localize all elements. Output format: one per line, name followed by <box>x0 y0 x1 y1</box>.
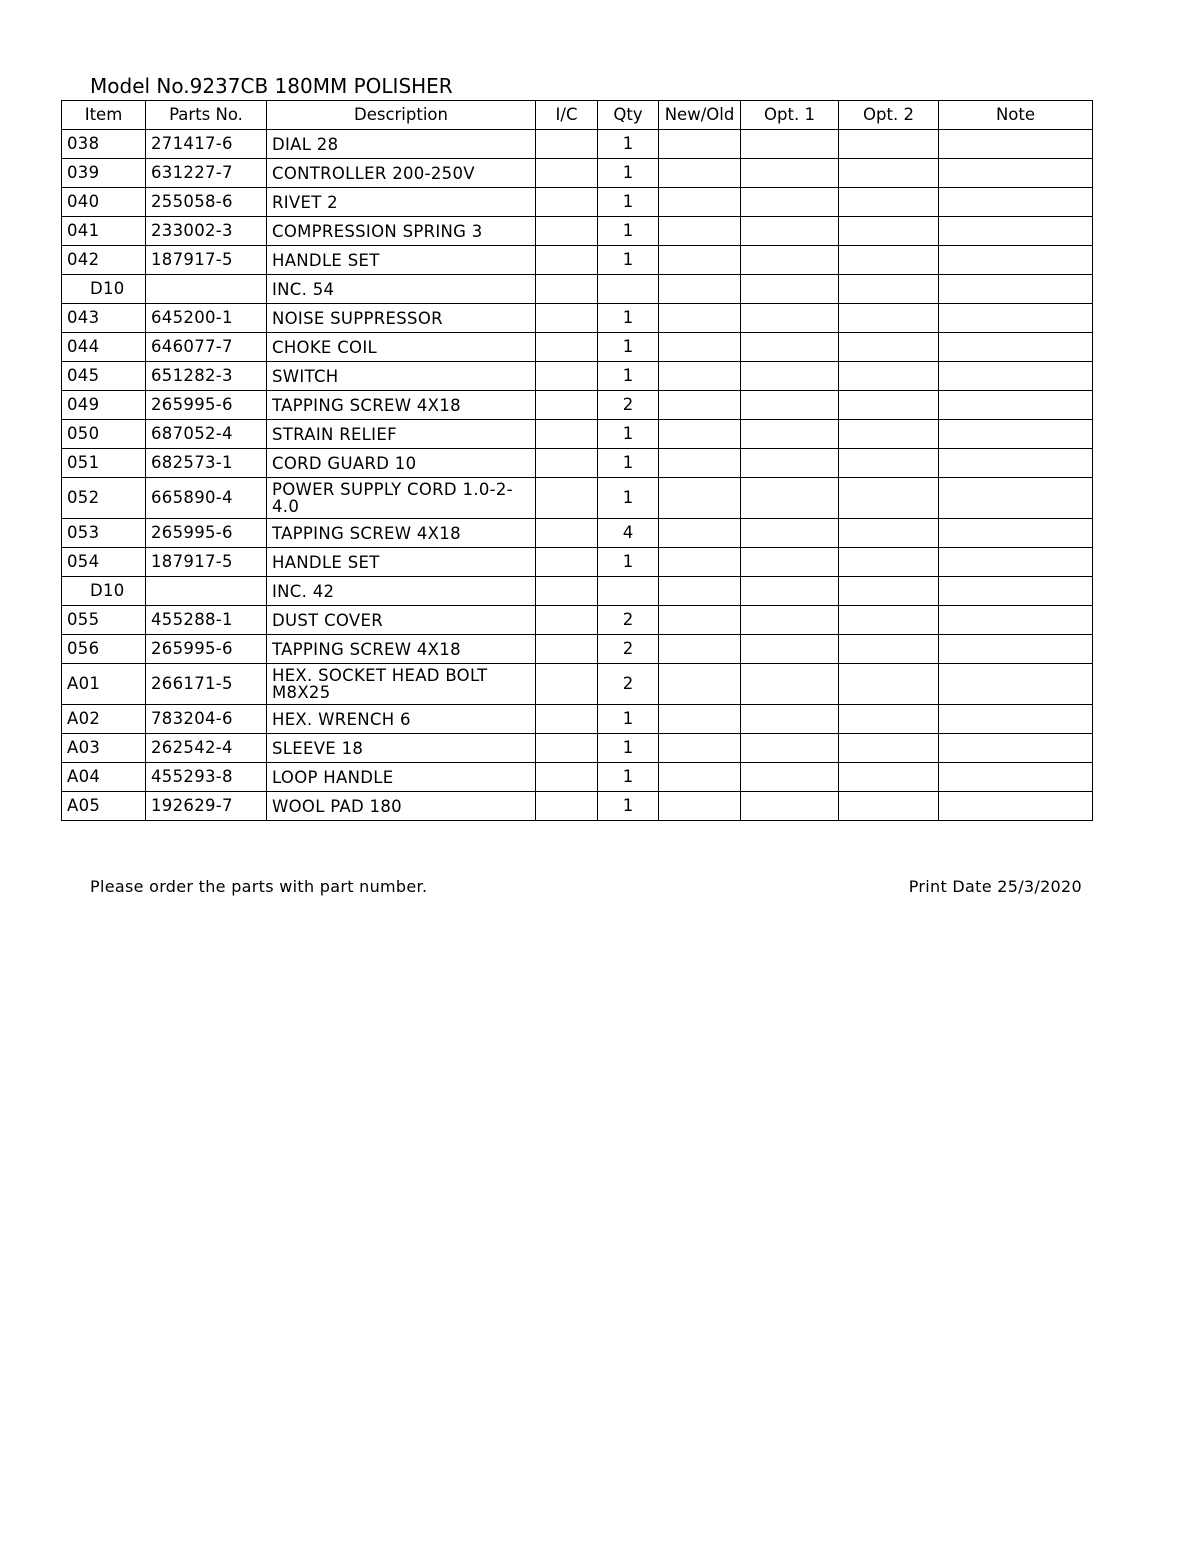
cell-opt-2 <box>839 333 939 362</box>
cell-description: SWITCH <box>267 362 536 391</box>
cell-opt-2 <box>839 577 939 606</box>
column-header-qty: Qty <box>598 101 659 130</box>
cell-note <box>939 188 1093 217</box>
cell-description: TAPPING SCREW 4X18 <box>267 635 536 664</box>
cell-new-old <box>659 362 741 391</box>
cell-opt-1 <box>741 664 839 705</box>
cell-parts-no: 687052-4 <box>146 420 267 449</box>
cell-item: 053 <box>62 519 146 548</box>
cell-new-old <box>659 635 741 664</box>
table-row <box>62 792 1093 821</box>
cell-note <box>939 664 1093 705</box>
cell-description: CORD GUARD 10 <box>267 449 536 478</box>
cell-opt-2 <box>839 792 939 821</box>
cell-ic <box>536 333 598 362</box>
cell-qty: 1 <box>598 333 659 362</box>
cell-opt-2 <box>839 763 939 792</box>
cell-new-old <box>659 159 741 188</box>
cell-opt-2 <box>839 246 939 275</box>
cell-item: 051 <box>62 449 146 478</box>
table-row <box>62 664 1093 705</box>
cell-parts-no: 187917-5 <box>146 246 267 275</box>
cell-item: A05 <box>62 792 146 821</box>
cell-item: 056 <box>62 635 146 664</box>
cell-new-old <box>659 246 741 275</box>
cell-note <box>939 606 1093 635</box>
cell-note <box>939 362 1093 391</box>
cell-parts-no: 455293-8 <box>146 763 267 792</box>
cell-parts-no: 682573-1 <box>146 449 267 478</box>
cell-opt-2 <box>839 362 939 391</box>
cell-new-old <box>659 130 741 159</box>
cell-opt-1 <box>741 362 839 391</box>
cell-ic <box>536 606 598 635</box>
cell-opt-1 <box>741 734 839 763</box>
cell-note <box>939 577 1093 606</box>
cell-parts-no: 265995-6 <box>146 635 267 664</box>
column-header-new-old: New/Old <box>659 101 741 130</box>
cell-opt-2 <box>839 519 939 548</box>
cell-note <box>939 275 1093 304</box>
table-row <box>62 333 1093 362</box>
cell-opt-1 <box>741 130 839 159</box>
cell-note <box>939 763 1093 792</box>
cell-description: DUST COVER <box>267 606 536 635</box>
cell-ic <box>536 159 598 188</box>
cell-new-old <box>659 705 741 734</box>
cell-new-old <box>659 333 741 362</box>
cell-qty: 1 <box>598 478 659 519</box>
cell-ic <box>536 577 598 606</box>
cell-item: D10 <box>62 577 146 606</box>
cell-ic <box>536 519 598 548</box>
cell-opt-1 <box>741 333 839 362</box>
cell-new-old <box>659 763 741 792</box>
cell-opt-2 <box>839 420 939 449</box>
cell-qty <box>598 275 659 304</box>
parts-table-body <box>62 130 1093 821</box>
cell-note <box>939 635 1093 664</box>
cell-parts-no: 192629-7 <box>146 792 267 821</box>
cell-opt-2 <box>839 275 939 304</box>
column-header-ic: I/C <box>536 101 598 130</box>
cell-item: A01 <box>62 664 146 705</box>
table-row <box>62 519 1093 548</box>
cell-description: HEX. WRENCH 6 <box>267 705 536 734</box>
cell-opt-2 <box>839 548 939 577</box>
parts-table <box>61 100 1093 821</box>
cell-qty: 1 <box>598 159 659 188</box>
cell-opt-2 <box>839 391 939 420</box>
cell-description: LOOP HANDLE <box>267 763 536 792</box>
cell-new-old <box>659 304 741 333</box>
cell-ic <box>536 217 598 246</box>
cell-parts-no: 187917-5 <box>146 548 267 577</box>
table-row <box>62 577 1093 606</box>
cell-qty: 1 <box>598 763 659 792</box>
cell-ic <box>536 246 598 275</box>
cell-description: HANDLE SET <box>267 246 536 275</box>
cell-new-old <box>659 792 741 821</box>
cell-qty: 1 <box>598 548 659 577</box>
cell-opt-2 <box>839 734 939 763</box>
table-row <box>62 304 1093 333</box>
table-row <box>62 188 1093 217</box>
table-row <box>62 420 1093 449</box>
cell-opt-1 <box>741 159 839 188</box>
cell-item: D10 <box>62 275 146 304</box>
cell-parts-no: 265995-6 <box>146 391 267 420</box>
cell-new-old <box>659 449 741 478</box>
cell-ic <box>536 188 598 217</box>
cell-new-old <box>659 577 741 606</box>
cell-item: 039 <box>62 159 146 188</box>
cell-qty: 2 <box>598 606 659 635</box>
cell-ic <box>536 275 598 304</box>
cell-item: 040 <box>62 188 146 217</box>
table-row <box>62 275 1093 304</box>
cell-opt-2 <box>839 159 939 188</box>
order-note: Please order the parts with part number. <box>90 877 428 896</box>
cell-item: 052 <box>62 478 146 519</box>
table-row <box>62 362 1093 391</box>
cell-qty: 1 <box>598 130 659 159</box>
page-title: Model No.9237CB 180MM POLISHER <box>90 74 453 98</box>
cell-ic <box>536 449 598 478</box>
cell-ic <box>536 548 598 577</box>
table-row <box>62 705 1093 734</box>
cell-parts-no: 665890-4 <box>146 478 267 519</box>
cell-parts-no <box>146 577 267 606</box>
cell-item: 042 <box>62 246 146 275</box>
cell-note <box>939 449 1093 478</box>
cell-description: COMPRESSION SPRING 3 <box>267 217 536 246</box>
cell-qty <box>598 577 659 606</box>
cell-description: STRAIN RELIEF <box>267 420 536 449</box>
cell-opt-2 <box>839 130 939 159</box>
cell-item: 043 <box>62 304 146 333</box>
cell-description: POWER SUPPLY CORD 1.0-2-4.0 <box>267 478 536 519</box>
cell-description: SLEEVE 18 <box>267 734 536 763</box>
cell-description: HANDLE SET <box>267 548 536 577</box>
cell-note <box>939 130 1093 159</box>
cell-parts-no: 255058-6 <box>146 188 267 217</box>
cell-opt-1 <box>741 635 839 664</box>
cell-parts-no: 455288-1 <box>146 606 267 635</box>
cell-item: 045 <box>62 362 146 391</box>
table-row <box>62 159 1093 188</box>
cell-parts-no: 631227-7 <box>146 159 267 188</box>
cell-description: NOISE SUPPRESSOR <box>267 304 536 333</box>
cell-description: DIAL 28 <box>267 130 536 159</box>
cell-qty: 1 <box>598 362 659 391</box>
cell-description: WOOL PAD 180 <box>267 792 536 821</box>
cell-ic <box>536 478 598 519</box>
cell-item: A02 <box>62 705 146 734</box>
cell-new-old <box>659 734 741 763</box>
cell-parts-no <box>146 275 267 304</box>
cell-parts-no: 265995-6 <box>146 519 267 548</box>
cell-item: 054 <box>62 548 146 577</box>
cell-parts-no: 271417-6 <box>146 130 267 159</box>
cell-opt-1 <box>741 606 839 635</box>
table-row <box>62 246 1093 275</box>
cell-new-old <box>659 391 741 420</box>
cell-opt-2 <box>839 635 939 664</box>
cell-item: 038 <box>62 130 146 159</box>
cell-note <box>939 159 1093 188</box>
column-header-note: Note <box>939 101 1093 130</box>
cell-opt-2 <box>839 478 939 519</box>
cell-ic <box>536 664 598 705</box>
cell-opt-2 <box>839 705 939 734</box>
cell-opt-1 <box>741 420 839 449</box>
cell-opt-1 <box>741 519 839 548</box>
cell-new-old <box>659 188 741 217</box>
cell-qty: 1 <box>598 217 659 246</box>
cell-qty: 1 <box>598 792 659 821</box>
cell-new-old <box>659 519 741 548</box>
cell-opt-1 <box>741 188 839 217</box>
table-row <box>62 548 1093 577</box>
cell-note <box>939 217 1093 246</box>
table-header-row <box>62 101 1093 130</box>
cell-new-old <box>659 606 741 635</box>
cell-new-old <box>659 275 741 304</box>
table-row <box>62 130 1093 159</box>
cell-opt-1 <box>741 217 839 246</box>
cell-qty: 1 <box>598 705 659 734</box>
cell-qty: 1 <box>598 420 659 449</box>
table-row <box>62 635 1093 664</box>
cell-opt-1 <box>741 577 839 606</box>
column-header-item: Item <box>62 101 146 130</box>
cell-opt-1 <box>741 792 839 821</box>
cell-note <box>939 246 1093 275</box>
cell-opt-1 <box>741 548 839 577</box>
cell-description: INC. 54 <box>267 275 536 304</box>
cell-parts-no: 266171-5 <box>146 664 267 705</box>
cell-opt-2 <box>839 188 939 217</box>
cell-qty: 1 <box>598 304 659 333</box>
cell-qty: 1 <box>598 449 659 478</box>
cell-note <box>939 548 1093 577</box>
cell-qty: 1 <box>598 188 659 217</box>
cell-ic <box>536 705 598 734</box>
table-row <box>62 478 1093 519</box>
cell-ic <box>536 635 598 664</box>
cell-description: INC. 42 <box>267 577 536 606</box>
cell-note <box>939 391 1093 420</box>
table-row <box>62 763 1093 792</box>
cell-ic <box>536 130 598 159</box>
cell-note <box>939 519 1093 548</box>
cell-note <box>939 333 1093 362</box>
cell-description: CHOKE COIL <box>267 333 536 362</box>
cell-opt-1 <box>741 449 839 478</box>
table-row <box>62 391 1093 420</box>
cell-description: TAPPING SCREW 4X18 <box>267 519 536 548</box>
cell-parts-no: 262542-4 <box>146 734 267 763</box>
cell-qty: 2 <box>598 635 659 664</box>
cell-note <box>939 705 1093 734</box>
cell-item: 049 <box>62 391 146 420</box>
cell-description: CONTROLLER 200-250V <box>267 159 536 188</box>
cell-opt-1 <box>741 478 839 519</box>
cell-note <box>939 478 1093 519</box>
cell-qty: 2 <box>598 664 659 705</box>
cell-new-old <box>659 548 741 577</box>
cell-parts-no: 233002-3 <box>146 217 267 246</box>
column-header-opt-2: Opt. 2 <box>839 101 939 130</box>
cell-opt-2 <box>839 304 939 333</box>
cell-parts-no: 645200-1 <box>146 304 267 333</box>
table-row <box>62 449 1093 478</box>
cell-ic <box>536 734 598 763</box>
cell-parts-no: 783204-6 <box>146 705 267 734</box>
cell-item: 041 <box>62 217 146 246</box>
cell-item: A03 <box>62 734 146 763</box>
cell-parts-no: 651282-3 <box>146 362 267 391</box>
cell-ic <box>536 792 598 821</box>
cell-item: 055 <box>62 606 146 635</box>
cell-ic <box>536 362 598 391</box>
cell-opt-2 <box>839 217 939 246</box>
cell-note <box>939 420 1093 449</box>
cell-ic <box>536 420 598 449</box>
cell-opt-2 <box>839 664 939 705</box>
cell-item: A04 <box>62 763 146 792</box>
column-header-parts-no: Parts No. <box>146 101 267 130</box>
cell-new-old <box>659 420 741 449</box>
cell-opt-2 <box>839 449 939 478</box>
cell-parts-no: 646077-7 <box>146 333 267 362</box>
cell-ic <box>536 391 598 420</box>
cell-opt-1 <box>741 246 839 275</box>
cell-qty: 4 <box>598 519 659 548</box>
cell-opt-1 <box>741 705 839 734</box>
cell-opt-1 <box>741 763 839 792</box>
cell-description: HEX. SOCKET HEAD BOLT M8X25 <box>267 664 536 705</box>
cell-new-old <box>659 664 741 705</box>
cell-note <box>939 734 1093 763</box>
table-row <box>62 606 1093 635</box>
cell-qty: 1 <box>598 734 659 763</box>
cell-note <box>939 792 1093 821</box>
cell-item: 050 <box>62 420 146 449</box>
cell-qty: 2 <box>598 391 659 420</box>
print-date: Print Date 25/3/2020 <box>908 877 1082 896</box>
cell-opt-1 <box>741 391 839 420</box>
cell-description: RIVET 2 <box>267 188 536 217</box>
table-row <box>62 734 1093 763</box>
column-header-opt-1: Opt. 1 <box>741 101 839 130</box>
column-header-description: Description <box>267 101 536 130</box>
cell-new-old <box>659 478 741 519</box>
cell-qty: 1 <box>598 246 659 275</box>
cell-item: 044 <box>62 333 146 362</box>
cell-opt-1 <box>741 275 839 304</box>
cell-note <box>939 304 1093 333</box>
cell-opt-2 <box>839 606 939 635</box>
cell-ic <box>536 763 598 792</box>
cell-opt-1 <box>741 304 839 333</box>
cell-description: TAPPING SCREW 4X18 <box>267 391 536 420</box>
cell-ic <box>536 304 598 333</box>
table-row <box>62 217 1093 246</box>
cell-new-old <box>659 217 741 246</box>
